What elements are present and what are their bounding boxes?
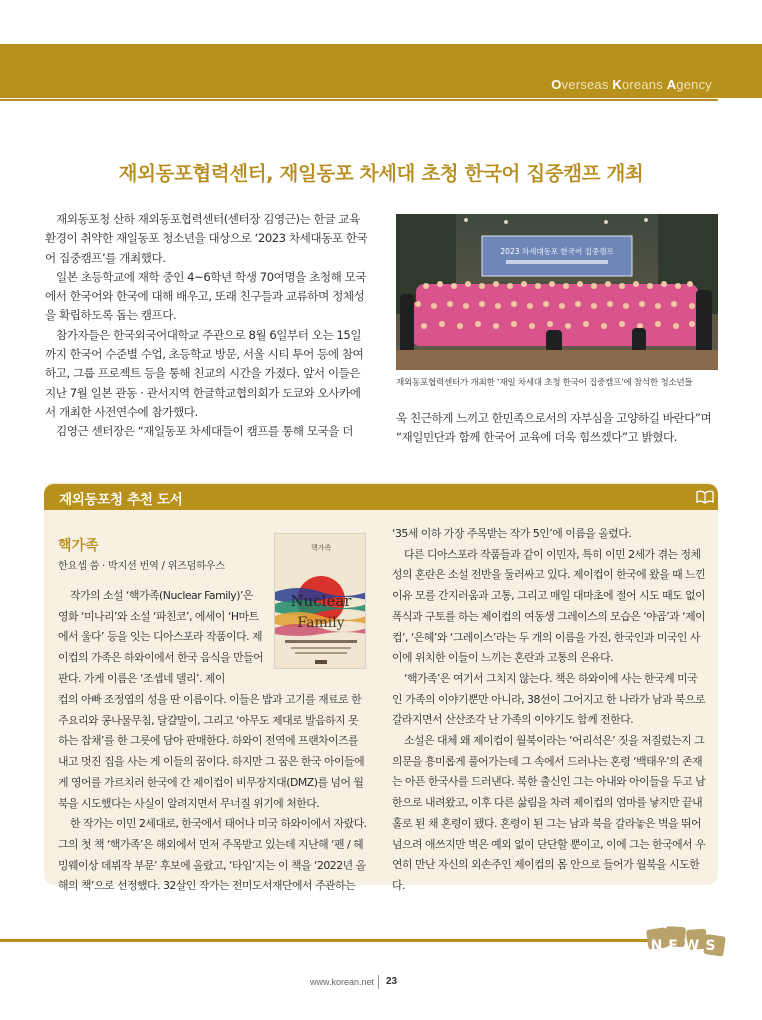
cover-title-en-1: Nuclear [290,592,352,610]
book-section-heading: 재외동포청 추천 도서 [59,492,183,508]
camp-photo-illustration [396,214,718,370]
footer-url: www.korean.net [310,977,375,987]
article-left-column [45,210,368,442]
cover-title-ko: 핵가족 [310,544,332,552]
page-number: 23 [386,976,398,987]
article-paragraph-5: 욱 친근하게 느끼고 한민족으로서의 자부심을 고양하길 바란다”며 “재일민단과 함께 한국어 교육에 더욱 힘쓰겠다”고 밝혔다. [396,411,712,445]
agency-word-2: Koreans [612,77,663,92]
agency-word-3: Agency [666,77,712,92]
header-rule [0,99,718,101]
agency-name [551,77,712,92]
news-badge-icon [640,920,730,962]
footer-separator [378,975,379,989]
book-paragraph-2: 컵의 아빠 조정엽의 성을 딴 이름이다. 이들은 밥과 고기를 재료로 한 주요리와 콩나물무침, 달걀말이, 그리고 ‘아무도 제대로 발음하지 못하는 잡채’를 한 그릇에 담아 판매한다. 하와이 전역에 프랜차이즈를 내고 멋진 집을 사는 게 이들의 꿈이다. 하지만 그 꿈은 한국 아이들에게 영어를 가르치러 한국에 간 제이컵이 비무장지대(DMZ)를 넘어 월북을 시도했다는 사실이 알려지면서 무너질 위기에 처한다. [58,693,365,810]
book-cover-image [274,533,366,669]
book-paragraph-4: ‘35세 이하 가장 주목받는 작가 5인’에 이름을 올렸다. [392,527,632,540]
article-right-column [396,409,718,448]
book-paragraph-5: 다른 디아스포라 작품들과 같이 이민자, 특히 이민 2세가 겪는 정체성의 혼란은 소설 전반을 둘러싸고 있다. 제이컵이 한국에 왔을 때 느낀 이유 모를 간지러움과 고통, 그리고 매일 대마초에 절어 시도 때도 없이 폭식과 구토를 하는 제이컵의 여동생 그레이스의 모습은 ‘야곱’과 ‘제이컵’, ‘은혜’와 ‘그레이스’라는 두 개의 이름을 가진, 한국인과 미국인 사이에 위치한 이들이 느끼는 혼란과 고통의 은유다. [392,547,706,665]
cover-title-en-2: Family [297,615,345,631]
book-left-text-top [58,586,264,690]
article-title: 재외동포협력센터, 재일동포 차세대 초청 한국어 집중캠프 개최 [118,162,644,185]
book-paragraph-3: 한 작가는 이민 2세대로, 한국에서 태어나 미국 하와이에서 자랐다. 그의 첫 책 ‘핵가족’은 해외에서 먼저 주목받고 있는데 지난해 ‘펜 / 헤밍웨이상 데뷔작 부문’ 후보에 올랐고, ‘타임’지는 이 책을 ‘2022년 올해의 책’으로 선정했다. 32살인 작가는 전미도서재단에서 주관하는 [58,817,367,893]
book-title: 핵가족 [58,538,99,554]
camp-group-photo [396,214,718,370]
footer-rule [0,939,650,942]
article-paragraph-4: 김영근 센터장은 “재일동포 차세대들이 캠프를 통해 모국을 더 [56,424,353,439]
article-paragraph-3: 참가자들은 한국외국어대학교 주관으로 8월 6일부터 오는 15일까지 한국어 수준별 수업, 초등학교 방문, 서울 시티 투어 등에 참여하고, 그룹 프로젝트 등을 통해 친교의 시간을 가졌다. 앞서 이들은 지난 7월 일본 관동 · 관서지역 한글학교협의회가 도쿄와 오사카에서 개최한 사전연수에 참가했다. [45,327,364,419]
book-author-line: 한요셉 씀 · 박지선 번역 / 위즈덤하우스 [58,561,225,572]
book-paragraph-1: 작가의 소설 ‘핵가족(Nuclear Family)’은 영화 ‘미나리’와 소설 ‘파친코’, 에세이 ‘H마트에서 울다’ 등을 잇는 디아스포라 작품이다. 제이컵의 가족은 하와이에서 한국 음식을 만들어 판다. 가게 이름은 ‘조셉네 델리’. 제이 [58,589,264,685]
article-paragraph-1: 재외동포청 산하 재외동포협력센터(센터장 김영근)는 한글 교육 환경이 취약한 재일동포 청소년을 대상으로 ‘2023 차세대동포 한국어 집중캠프’를 개최했다. [45,212,368,265]
article-paragraph-2: 일본 초등학교에 재학 중인 4~6학년 학생 70여명을 초청해 모국에서 한국어와 한국에 대해 배우고, 또래 친구들과 교류하며 정체성을 확립하도록 돕는 캠프다. [45,269,367,323]
book-paragraph-6: ‘핵가족’은 여기서 그치지 않는다. 책은 하와이에 사는 한국계 미국인 가족의 이야기뿐만 아니라, 38선이 그어지고 한 나라가 남과 북으로 갈라지면서 산산조각 난 가족의 이야기도 함께 전한다. [392,671,706,727]
book-left-text-bottom [58,690,368,897]
book-cover-art [275,534,366,669]
book-paragraph-7: 소설은 대체 왜 제이컵이 월북이라는 ‘어리석은’ 짓을 저질렀는지 그 의문을 흥미롭게 풀어가는데 그 속에서 드러나는 혼령 ‘백태우’의 존재는 아픈 한국사를 드러낸다. 북한 출신인 그는 아내와 아이들을 두고 남한으로 내려왔고, 이후 다른 삶림을 차려 제이컵의 엄마를 낳지만 끝내 홀로 된 채 혼령이 됐다. 혼령이 된 그는 남과 북을 갈라놓은 벽을 뛰어넘으려 애쓰지만 벽은 예외 없이 단단할 뿐이고, 이에 그는 한국에서 우연히 만난 자신의 외손주인 제이컵의 몸 안으로 들어가 월북을 시도한다. [392,734,706,892]
agency-word-1: Overseas [551,77,609,92]
photo-banner-text: 2023 차세대동포 한국어 집중캠프 [500,247,614,256]
book-right-text [392,524,706,897]
open-book-icon [696,490,714,504]
photo-caption: 재외동포협력센터가 개최한 ‘재일 차세대 초청 한국어 집중캠프’에 참석한 청소년들 [396,378,693,388]
news-badge-text: NEWS [650,938,722,954]
